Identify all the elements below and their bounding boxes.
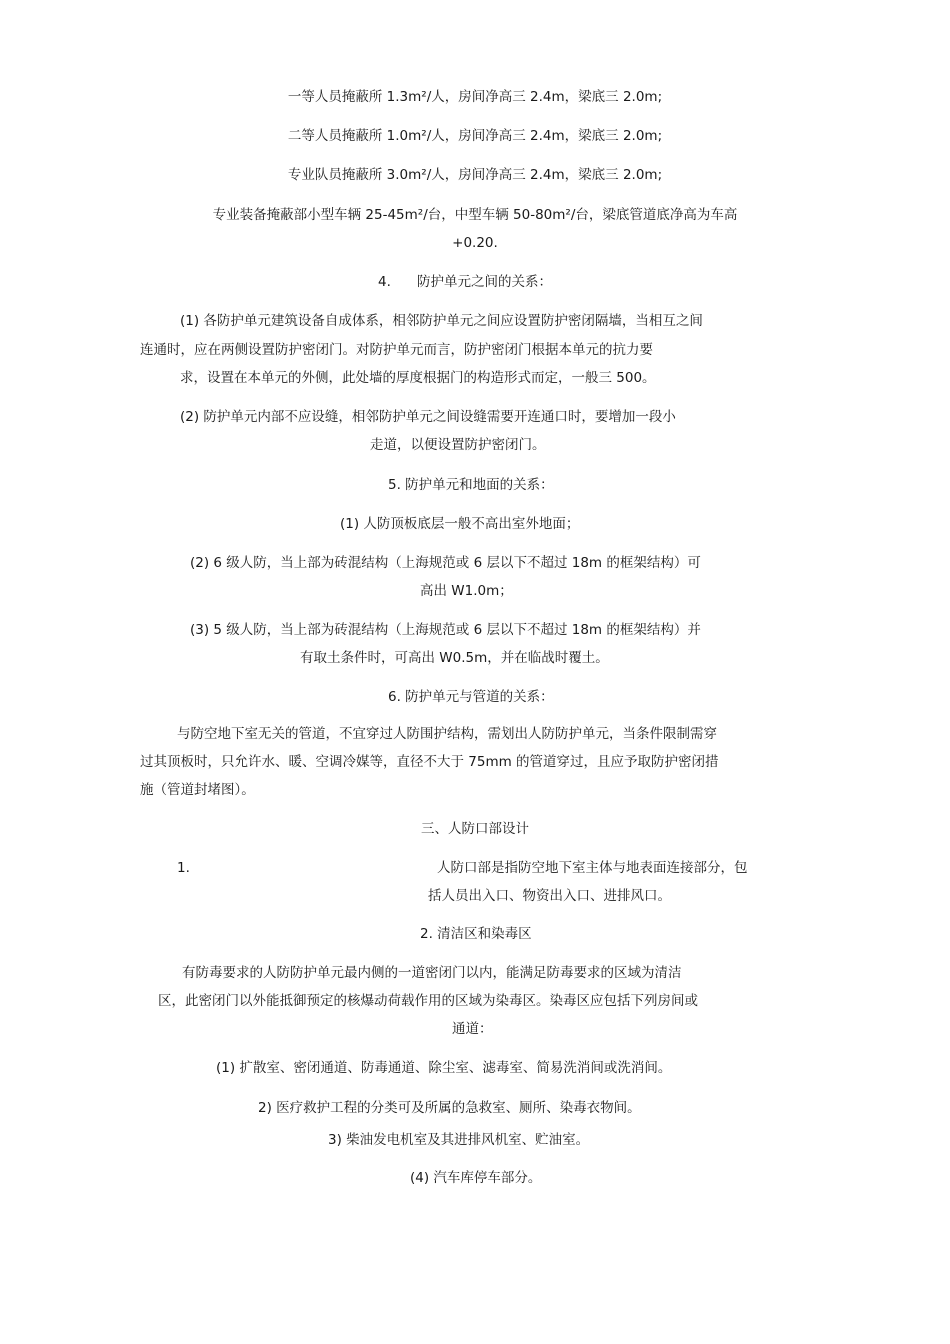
section4-p2-line2: 走道，以便设置防护密闭门。 [370, 437, 546, 453]
section-three-p-line3: 通道： [452, 1021, 493, 1037]
section-three-p-line2: 区，此密闭门以外能抵御预定的核爆动荷载作用的区域为染毒区。染毒区应包括下列房间或 [158, 993, 698, 1009]
contaminated-area-item-1: (1) 扩散室、密闭通道、防毒通道、除尘室、滤毒室、简易洗消间或洗消间。 [216, 1060, 672, 1076]
section4-p2-line1: (2) 防护单元内部不应设缝，相邻防护单元之间设缝需要开连通口时，要增加一段小 [180, 409, 676, 425]
section5-title: 5. 防护单元和地面的关系： [388, 477, 554, 493]
section6-line2: 过其顶板时，只允许水、暖、空调冷媒等，直径不大于 75mm 的管道穿过，且应予取防护密闭措 [140, 754, 719, 770]
section-three-p-line1: 有防毒要求的人防防护单元最内侧的一道密闭门以内，能满足防毒要求的区域为清洁 [182, 965, 682, 981]
section4-p1-line3: 求，设置在本单元的外侧，此处墙的厚度根据门的构造形式而定，一般三 500。 [180, 370, 656, 386]
section4-number: 4. [378, 274, 391, 290]
section4-title: 防护单元之间的关系： [417, 274, 552, 290]
contaminated-area-item-2: 2) 医疗救护工程的分类可及所属的急救室、厕所、染毒衣物间。 [258, 1100, 641, 1116]
section4-p1-line1: (1) 各防护单元建筑设备自成体系，相邻防护单元之间应设置防护密闭隔墙，当相互之间 [180, 313, 703, 329]
section5-item1: (1) 人防顶板底层一般不高出室外地面； [340, 516, 580, 532]
section-three-item1-line1: 人防口部是指防空地下室主体与地表面连接部分，包 [437, 860, 748, 876]
contaminated-area-item-4: (4) 汽车库停车部分。 [410, 1170, 542, 1186]
standard-line-3: 专业队员掩蔽所 3.0m²/人，房间净高三 2.4m，梁底三 2.0m; [287, 167, 663, 183]
section6-line3: 施（管道封堵图）。 [140, 782, 255, 798]
section5-item3-line1: (3) 5 级人防，当上部为砖混结构（上海规范或 6 层以下不超过 18m 的框架结构）并 [190, 622, 701, 638]
section-three-heading: 三、人防口部设计 [421, 821, 529, 837]
section-three-item1-line2: 括人员出入口、物资出入口、进排风口。 [428, 888, 671, 904]
section4-p1-line2: 连通时，应在两侧设置防护密闭门。对防护单元而言，防护密闭门根据本单元的抗力要 [140, 342, 653, 358]
standard-line-4-cont: +0.20. [452, 235, 498, 251]
standard-line-4: 专业装备掩蔽部小型车辆 25-45m²/台，中型车辆 50-80m²/台，梁底管道底净高为车高 [212, 207, 738, 223]
contaminated-area-item-3: 3) 柴油发电机室及其进排风机室、贮油室。 [328, 1132, 590, 1148]
section6-line1: 与防空地下室无关的管道，不宜穿过人防围护结构，需划出人防防护单元，当条件限制需穿 [177, 726, 717, 742]
section5-item3-line2: 有取土条件时，可高出 W0.5m，并在临战时覆土。 [300, 650, 609, 666]
standard-line-1: 一等人员掩蔽所 1.3m²/人，房间净高三 2.4m，梁底三 2.0m; [287, 89, 663, 105]
section5-item2-line1: (2) 6 级人防，当上部为砖混结构（上海规范或 6 层以下不超过 18m 的框架结构）可 [190, 555, 701, 571]
section5-item2-line2: 高出 W1.0m； [420, 583, 513, 599]
section6-title: 6. 防护单元与管道的关系： [388, 689, 554, 705]
standard-line-2: 二等人员掩蔽所 1.0m²/人，房间净高三 2.4m，梁底三 2.0m; [287, 128, 663, 144]
section-three-item2-title: 2. 清洁区和染毒区 [420, 926, 532, 942]
section-three-item1-number: 1. [177, 860, 190, 876]
